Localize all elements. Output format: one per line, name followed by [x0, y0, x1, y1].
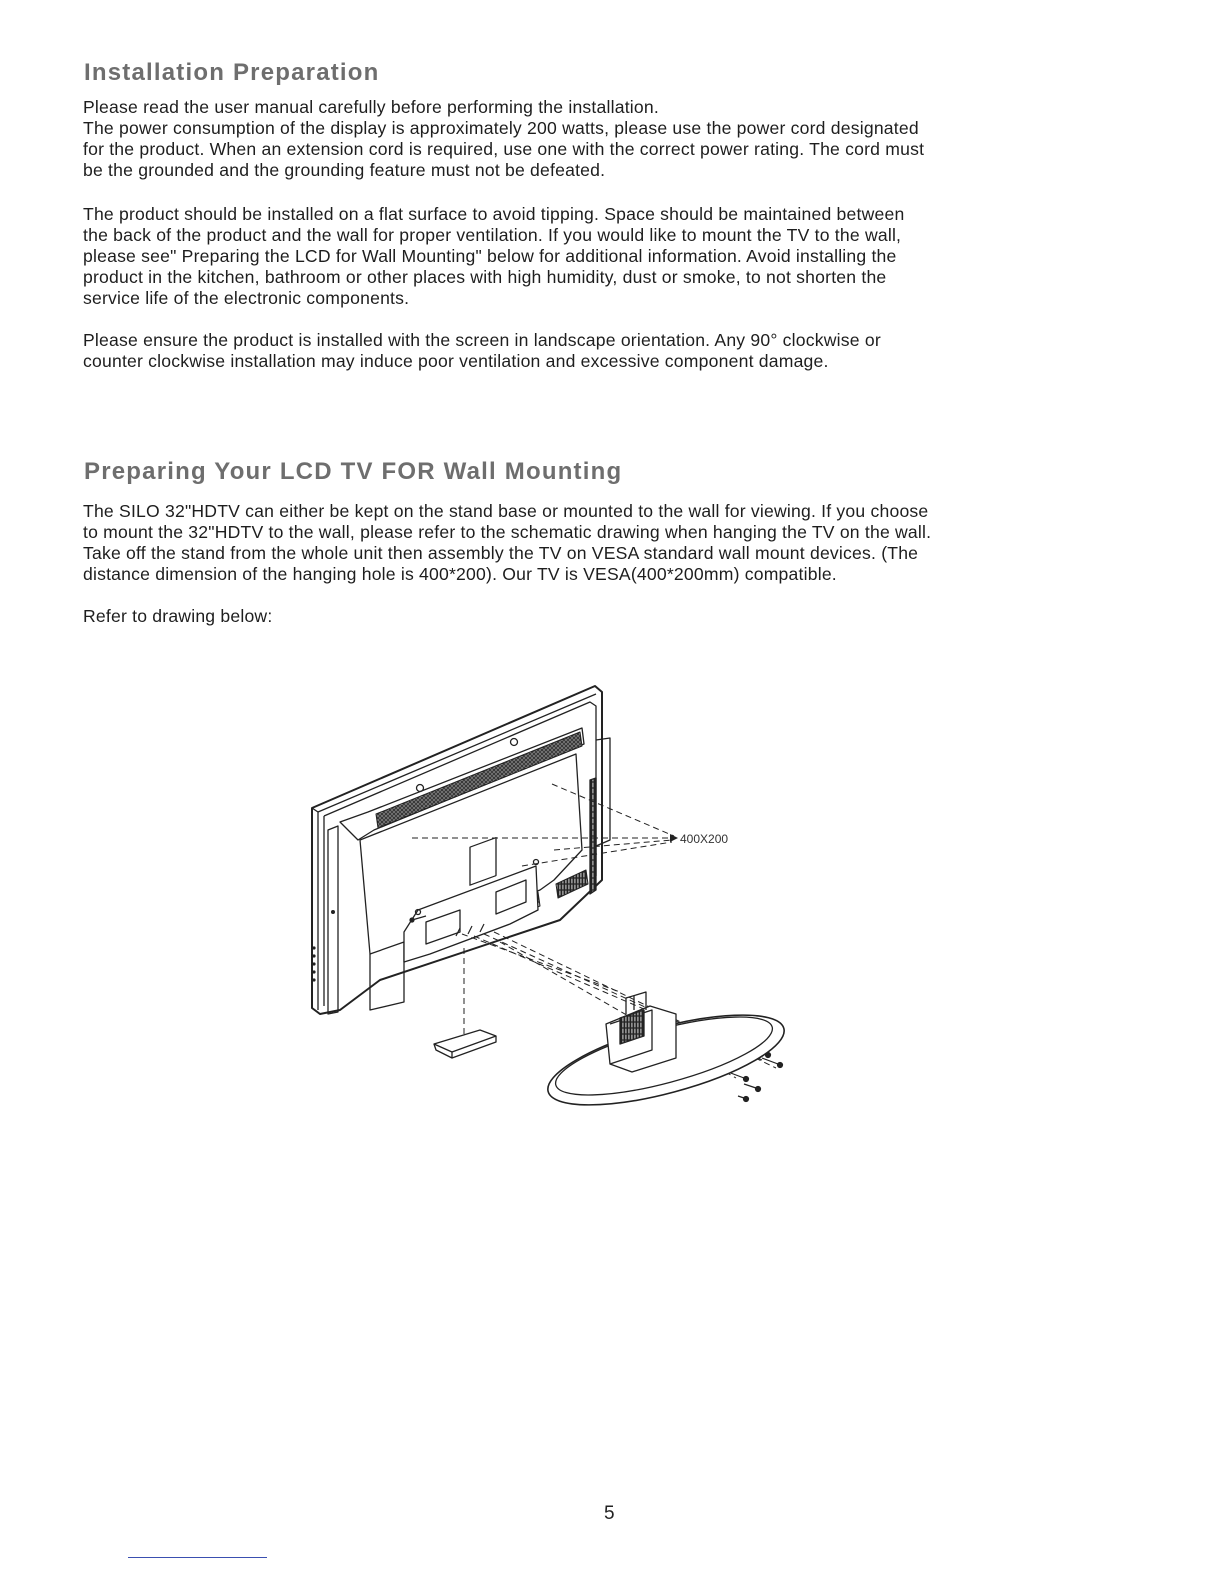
text-line: be the grounded and the grounding feature must not be defeated. [83, 160, 606, 180]
text-line: The product should be installed on a flat surface to avoid tipping. Space should be maintained between [83, 204, 905, 224]
installation-paragraph-1 [83, 97, 924, 181]
text-line: the back of the product and the wall for proper ventilation. If you would like to mount the TV to the wall, [83, 225, 902, 245]
text-line: distance dimension of the hanging hole is 400*200). Our TV is VESA(400*200mm) compatible. [83, 564, 837, 584]
text-line: for the product. When an extension cord is required, use one with the correct power rating. The cord must [83, 139, 925, 159]
text-line: The SILO 32"HDTV can either be kept on the stand base or mounted to the wall for viewing. If you choose [83, 501, 929, 521]
refer-to-drawing-text [83, 606, 272, 627]
vesa-dimension-label: 400X200 [680, 832, 729, 846]
stand-base [540, 992, 793, 1110]
wall-mounting-paragraph [83, 501, 931, 585]
cover-plate [434, 1030, 496, 1052]
text-line: service life of the electronic components. [83, 288, 410, 308]
text-line: counter clockwise installation may induce poor ventilation and excessive component damage. [83, 351, 829, 371]
text-line: The power consumption of the display is approximately 200 watts, please use the power cord designated [83, 118, 919, 138]
installation-heading: Installation Preparation [84, 59, 380, 86]
text-line: Please ensure the product is installed with the screen in landscape orientation. Any 90° clockwise or [83, 330, 881, 350]
wall-mount-diagram [300, 680, 820, 1110]
text-line: please see" Preparing the LCD for Wall Mounting" below for additional information. Avoid installing the [83, 246, 897, 266]
text-line: Refer to drawing below: [83, 606, 273, 626]
text-line: Please read the user manual carefully before performing the installation. [83, 97, 659, 117]
text-line: Take off the stand from the whole unit then assembly the TV on VESA standard wall mount devices. (The [83, 543, 919, 563]
text-line: product in the kitchen, bathroom or other places with high humidity, dust or smoke, to not shorten the [83, 267, 887, 287]
installation-paragraph-2 [83, 204, 904, 309]
wall-mounting-heading: Preparing Your LCD TV FOR Wall Mounting [84, 458, 623, 485]
text-line: to mount the 32"HDTV to the wall, please refer to the schematic drawing when hanging the TV on the wall. [83, 522, 932, 542]
footer-divider [128, 1557, 267, 1558]
tv-back-body [312, 686, 610, 1014]
installation-paragraph-3 [83, 330, 881, 372]
page-number: 5 [604, 1503, 615, 1524]
